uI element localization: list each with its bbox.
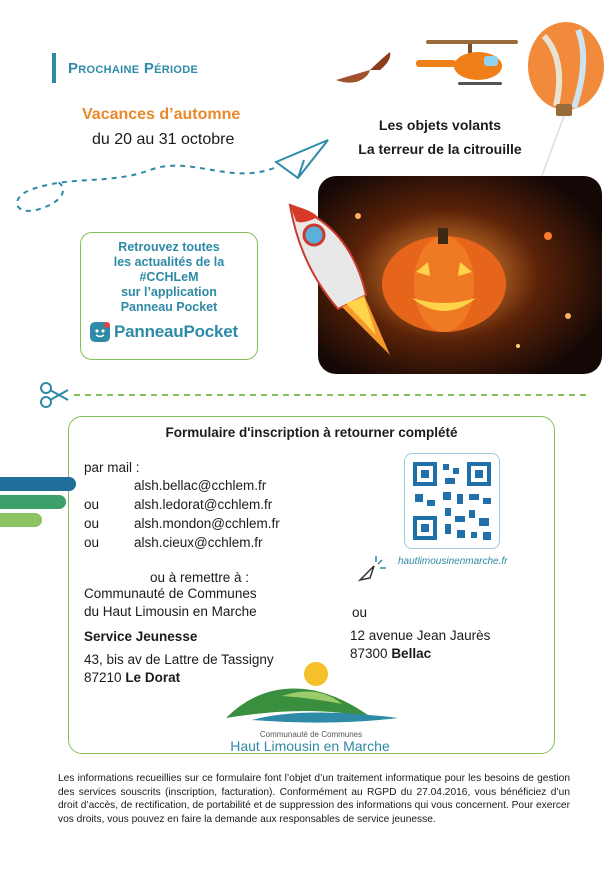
pp-line: sur l’application — [121, 285, 217, 299]
pp-line: les actualités de la — [113, 255, 225, 269]
left-city: Le Dorat — [125, 670, 181, 685]
org-logo-small-text: Communauté de Communes — [259, 730, 363, 739]
org-logo-big-text: Haut Limousin en Marche — [230, 738, 390, 754]
helicopter-icon — [416, 40, 518, 85]
email-link[interactable]: alsh.ledorat@cchlem.fr — [134, 497, 273, 512]
scissors-icon — [41, 383, 68, 407]
vacation-title: Vacances d’automne — [82, 106, 241, 123]
panneau-pocket-logo[interactable] — [90, 322, 238, 342]
or-label: ou — [352, 605, 368, 620]
email-prefix: ou — [84, 497, 100, 512]
return-label: ou à remettre à : — [150, 570, 250, 585]
stripe-lightgreen — [0, 513, 42, 527]
qr-url-link[interactable]: hautlimousinenmarche.fr — [398, 556, 508, 567]
org-logo — [222, 660, 402, 732]
cursor-click-icon — [356, 554, 390, 584]
right-city: Bellac — [391, 646, 432, 661]
pp-hashtag[interactable]: #CCHLeM — [139, 270, 199, 284]
pp-line: Retrouvez toutes — [118, 240, 220, 254]
org-line2: du Haut Limousin en Marche — [84, 604, 257, 619]
by-mail-label: par mail : — [84, 460, 140, 475]
paper-plane-icon — [276, 140, 328, 178]
email-prefix: ou — [84, 516, 100, 531]
stripe-green — [0, 495, 66, 509]
left-postcode: 87210 — [84, 670, 122, 685]
cut-line — [36, 380, 596, 410]
form-title: Formulaire d'inscription à retourner complété — [165, 425, 458, 440]
panneau-pocket-text — [84, 240, 254, 315]
pp-line: Panneau Pocket — [120, 300, 218, 314]
email-link[interactable]: alsh.mondon@cchlem.fr — [134, 516, 280, 531]
left-address: 43, bis av de Lattre de Tassigny — [84, 652, 274, 667]
gdpr-footer: Les informations recueillies sur ce formulaire font l’objet d’un traitement informatique pour les besoins de gestion des services souscrits (inscription, facturation). Conformément au RGPD du 27.04.2016, vous bénéficiez d’un droit d’accès, de rectification, de portabilité et de suppression des informations qui vous concernent. Pour exercer vos droits, vous pouvez en faire la demande aux responsables de service jeunesse. — [58, 773, 570, 825]
qr-code-icon — [405, 454, 499, 548]
panneau-pocket-logo-text — [114, 322, 238, 342]
right-address: 12 avenue Jean Jaurès — [350, 628, 491, 643]
theme-pumpkin-terror: La terreur de la citrouille — [358, 141, 522, 157]
panneau-pocket-icon — [90, 322, 110, 342]
email-link[interactable]: alsh.cieux@cchlem.fr — [134, 535, 263, 550]
pp-logo-part1: Panneau — [114, 322, 184, 341]
pp-logo-part2: Pocket — [183, 322, 239, 341]
theme-flying-objects: Les objets volants — [378, 117, 502, 133]
qr-code[interactable] — [404, 453, 500, 549]
org-line1: Communauté de Communes — [84, 586, 257, 601]
rocket-icon — [280, 195, 390, 365]
email-link[interactable]: alsh.bellac@cchlem.fr — [134, 478, 267, 493]
service-name: Service Jeunesse — [84, 629, 198, 644]
boomerang-icon — [336, 52, 390, 83]
left-city-line — [84, 668, 180, 687]
right-postcode: 87300 — [350, 646, 388, 661]
stripe-blue — [0, 477, 76, 491]
section-title: Prochaine Période — [68, 60, 199, 77]
email-prefix: ou — [84, 535, 100, 550]
vacation-dates: du 20 au 31 octobre — [92, 131, 235, 148]
plane-trail — [17, 166, 274, 211]
